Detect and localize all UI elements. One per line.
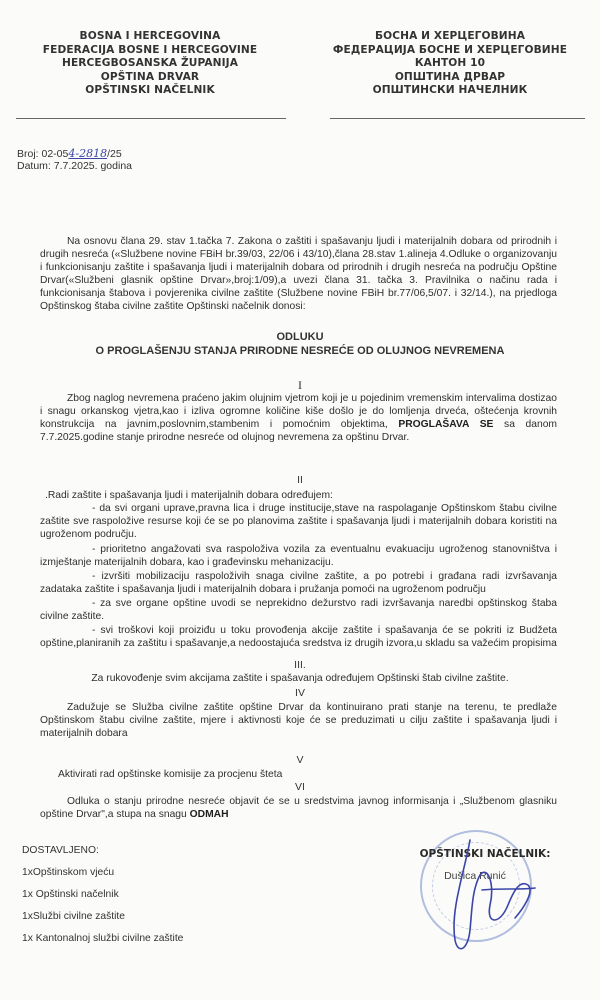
header-line: OPŠTINA DRVAR bbox=[100, 70, 200, 83]
distribution-list bbox=[22, 845, 183, 955]
document-number: Broj: 02-054-2818/25 bbox=[17, 147, 122, 160]
proclamation-bold: PROGLAŠAVA SE bbox=[398, 419, 494, 431]
section-iii-paragraph: Za rukovođenje svim akcijama zaštite i spašavanja određujem Opštinski štab civilne zaštite. bbox=[91, 673, 509, 684]
distribution-item: 1xOpštinskom vjeću bbox=[22, 867, 115, 878]
section-v-paragraph: Aktivirati rad opštinske komisije za procjenu šteta bbox=[58, 769, 283, 780]
section-numeral: III. bbox=[294, 659, 306, 671]
signatory-title: OPŠTINSKI NAČELNIK: bbox=[419, 848, 551, 860]
intro-paragraph: Na osnovu člana 29. stav 1.tačka 7. Zakona o zaštiti i spašavanju ljudi i materijalnih dobara od prirodnih i drugih nesreća («Službene novine FBiH br.39/03, 22/06 i 43/10),člana 28.stav 1.alineja 4.Odluke o organizovanju i funkcionisanju zaštite i spašavanja ljudi i materijalnih dobara od prirodnih i drugih nesreća na području Opštine Drvar(«Službeni glasnik opštine Drvar»,broj:1/09),a uvezi člana 31. tačka 3. Pravilnika o načinu rada i funkcionisanja štabova i povjerenika civilne zaštite (Službene novine FBiH br.77/06,5/07. i 32/14.), na prjedloga Opštinskog štaba civilne zaštite Opštinski načelnik donosi: bbox=[40, 236, 557, 313]
list-item: - svi troškovi koji proiziđu u toku provođenja akcije zaštite i spašavanja će se pokriti iz Budžeta opštine,planiranih za zaštitu i spašavanje,a nedoostajuća sredstva iz drugih izvora,u skladu sa važećim propisima bbox=[40, 625, 557, 650]
header-line: ОПШТИНА ДРВАР bbox=[394, 70, 506, 83]
section-numeral: II bbox=[297, 474, 303, 486]
list-item: - prioritetno angažovati sva raspoloživa vozila za eventualnu evakuaciju ugroženog stanovništva i izmještanje materijalnih dobara, kao i građevinsku mehanizaciju. bbox=[40, 544, 557, 569]
distribution-item: 1xSlužbi civilne zaštite bbox=[22, 911, 126, 922]
list-item: - da svi organi uprave,pravna lica i druge institucije,stave na raspolaganje Opštinskom štabu civilne zaštite sve raspoložive resurse koji će se po planovima zaštite i spašavanja ljudi i materijalnih dobara koristiti na ugroženom području. bbox=[40, 503, 557, 541]
document-meta bbox=[17, 148, 132, 172]
decision-title: ODLUKU bbox=[276, 331, 324, 343]
effective-bold: ODMAH bbox=[189, 809, 229, 821]
distribution-heading: DOSTAVLJENO: bbox=[22, 845, 99, 856]
section-iv-paragraph: Zadužuje se Služba civilne zaštite opštine Drvar da kontinuirano prati stanje na terenu, te predlaže Opštinskom štabu civilne zaštite, mjere i aktivnosti koje će se preduzimati u cilju zaštite i spašavanja ljudi i materijalnih dobara bbox=[40, 702, 557, 740]
header-line: OPŠTINSKI NAČELNIK bbox=[85, 84, 215, 96]
header-divider-right bbox=[330, 118, 585, 119]
header-cyrillic bbox=[305, 30, 595, 98]
handwritten-signature-icon bbox=[410, 830, 570, 960]
distribution-item: 1x Kantonalnoj službi civilne zaštite bbox=[22, 933, 184, 944]
section-numeral: VI bbox=[295, 781, 305, 793]
document-date: Datum: 7.7.2025. godina bbox=[17, 160, 132, 172]
header-divider-left bbox=[16, 118, 286, 119]
signature-block bbox=[390, 830, 570, 950]
decision-subtitle: O PROGLAŠENJU STANJA PRIRODNE NESREĆE OD OLUJNOG NEVREMENA bbox=[95, 345, 505, 357]
header-line: ОПШТИНСКИ НАЧЕЛНИК bbox=[372, 84, 528, 96]
section-numeral: IV bbox=[295, 687, 305, 699]
section-i-paragraph: Zbog naglog nevremena praćeno jakim olujnim vjetrom koji je u pojedinim vremenskim intervalima dostizao i snagu orkanskog vjetra,kao i izliva ogromne količine kiše došlo je do lomljenja drveća, oštećenja krovnih konstrukcija na javnim,poslovnim,stambenim i pomoćnim objektima, PROGLAŠAVA SE sa danom 7.7.2025.godine stanje prirodne nesreće od olujnog nevremena za opštinu Drvar. bbox=[40, 393, 558, 444]
header-line: BOSNA I HERCEGOVINA bbox=[79, 30, 221, 42]
header-latin bbox=[15, 30, 285, 98]
header-line: FEDERACIJA BOSNE I HERCEGOVINE bbox=[42, 43, 258, 56]
section-vi-paragraph: Odluka o stanju prirodne nesreće objavit će se u sredstvima javnog informisanja i „Službenom glasniku opštine Drvar",a stupa na snagu ODMAH bbox=[40, 796, 557, 821]
header-line: HERCEGBOSANSKA ŽUPANIJA bbox=[62, 57, 238, 69]
distribution-item: 1x Opštinski načelnik bbox=[22, 889, 119, 900]
section-numeral: V bbox=[296, 754, 304, 766]
section-ii-lead: .Radi zaštite i spašavanja ljudi i materijalnih dobara određujem: bbox=[45, 490, 333, 501]
handwritten-number: 4-2818 bbox=[68, 147, 108, 160]
header-line: ФЕДЕРАЦИЈА БОСНЕ И ХЕРЦЕГОВИНЕ bbox=[332, 43, 568, 56]
signatory-name: Dušica Runić bbox=[444, 870, 506, 882]
header-line: КАНТОН 10 bbox=[414, 57, 486, 69]
section-numeral: I bbox=[298, 378, 302, 392]
list-item: - izvršiti mobilizaciju raspoloživih snaga civilne zaštite, a po potrebi i građana radi izvršavanja zadataka zaštite i spašavanja ljudi i materijalnih dobara i pružanja pomoći na ugroženom području bbox=[40, 571, 557, 596]
header-line: БОСНА И ХЕРЦЕГОВИНА bbox=[374, 30, 526, 42]
list-item: - za sve organe opštine uvodi se neprekidno dežurstvo radi izvršavanja naredbi opštinskog štaba civilne zaštite. bbox=[40, 598, 557, 623]
